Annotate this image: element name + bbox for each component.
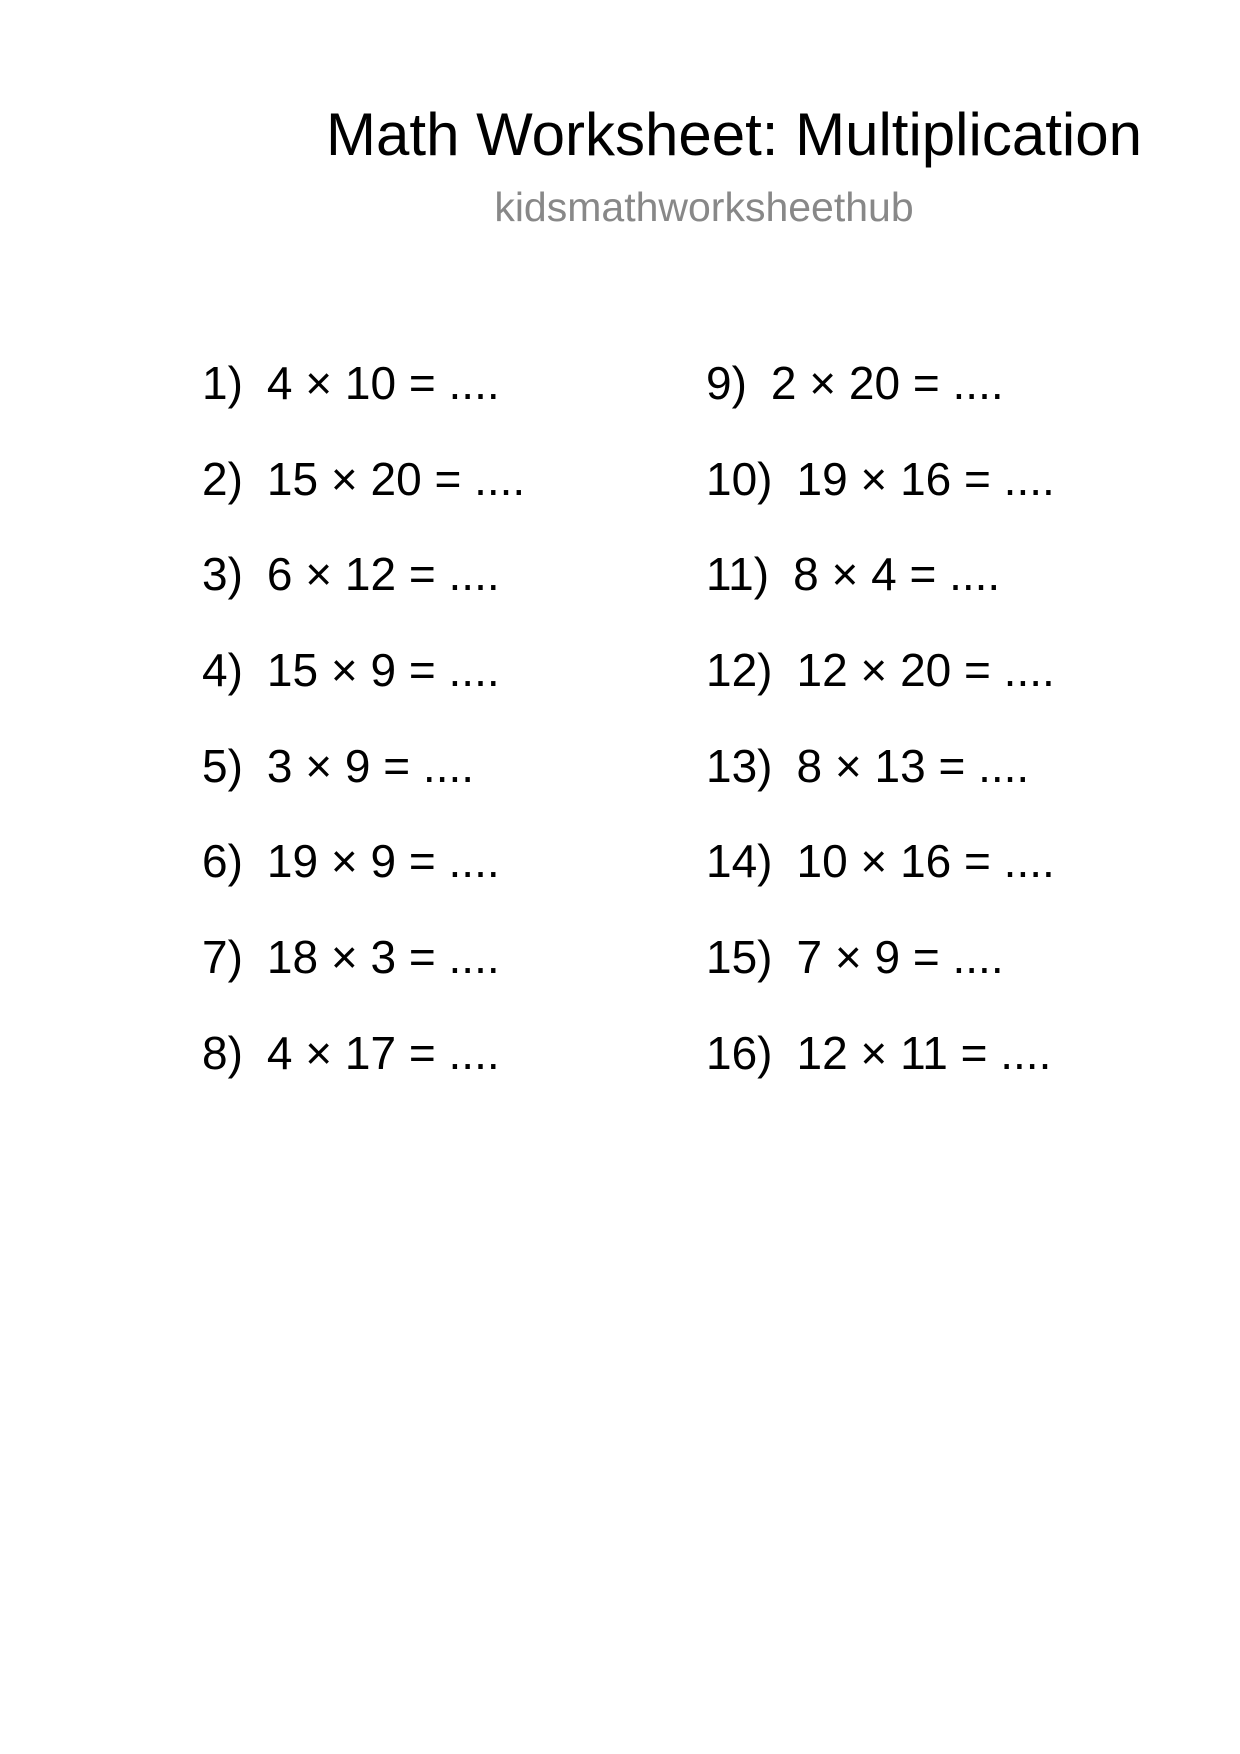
problem-number: 11)	[706, 548, 770, 601]
problem-expression: 12 × 11 = ....	[796, 1026, 1052, 1079]
problem-expression: 2 × 20 = ....	[770, 357, 1004, 409]
problem-expression: 15 × 20 = ....	[266, 452, 526, 505]
problem-number: 1)	[202, 357, 243, 409]
problem-item	[202, 451, 525, 547]
page-subtitle: kidsmathworksheethub	[494, 184, 914, 230]
problem-item	[202, 833, 525, 929]
problem-expression: 12 × 20 = ....	[796, 644, 1055, 697]
problem-item	[202, 929, 525, 1025]
problem-expression: 3 × 9 = ....	[266, 739, 475, 792]
problem-number: 12)	[706, 644, 773, 697]
problem-number: 6)	[202, 835, 243, 888]
problem-number: 4)	[202, 644, 243, 697]
problem-expression: 19 × 16 = ....	[796, 452, 1055, 505]
problem-expression: 8 × 4 = ....	[793, 548, 1001, 601]
problem-column-left	[202, 355, 525, 1121]
problem-number: 15)	[706, 931, 773, 984]
page-title: Math Worksheet: Multiplication	[326, 101, 1142, 168]
problem-expression: 6 × 12 = ....	[266, 548, 500, 601]
problem-number: 7)	[202, 931, 243, 984]
problem-number: 5)	[202, 739, 243, 792]
problem-number: 3)	[202, 548, 243, 601]
problem-expression: 7 × 9 = ....	[796, 931, 1004, 984]
problem-expression: 19 × 9 = ....	[266, 835, 500, 888]
problem-item	[706, 738, 1055, 834]
problem-expression: 4 × 17 = ....	[266, 1026, 500, 1079]
problem-item	[706, 355, 1055, 451]
problem-number: 8)	[202, 1026, 243, 1079]
problem-expression: 10 × 16 = ....	[796, 835, 1055, 888]
problem-item	[706, 642, 1055, 738]
problem-item	[706, 833, 1055, 929]
problem-number: 10)	[706, 452, 773, 505]
problem-item	[706, 546, 1055, 642]
problem-item	[706, 1025, 1055, 1121]
problem-expression: 4 × 10 = ....	[266, 357, 500, 409]
problem-number: 16)	[706, 1026, 773, 1079]
problem-expression: 18 × 3 = ....	[266, 931, 500, 984]
problem-item	[202, 738, 525, 834]
problem-item	[202, 642, 525, 738]
problem-number: 13)	[706, 739, 773, 792]
problem-expression: 15 × 9 = ....	[266, 644, 500, 697]
problem-expression: 8 × 13 = ....	[796, 739, 1030, 792]
problem-item	[706, 451, 1055, 547]
problem-item	[202, 546, 525, 642]
problem-column-right	[706, 355, 1055, 1121]
problem-number: 2)	[202, 452, 243, 505]
problem-item	[706, 929, 1055, 1025]
problem-number: 14)	[706, 835, 773, 888]
problem-item	[202, 1025, 525, 1121]
problem-item	[202, 355, 525, 451]
problem-number: 9)	[706, 357, 747, 409]
